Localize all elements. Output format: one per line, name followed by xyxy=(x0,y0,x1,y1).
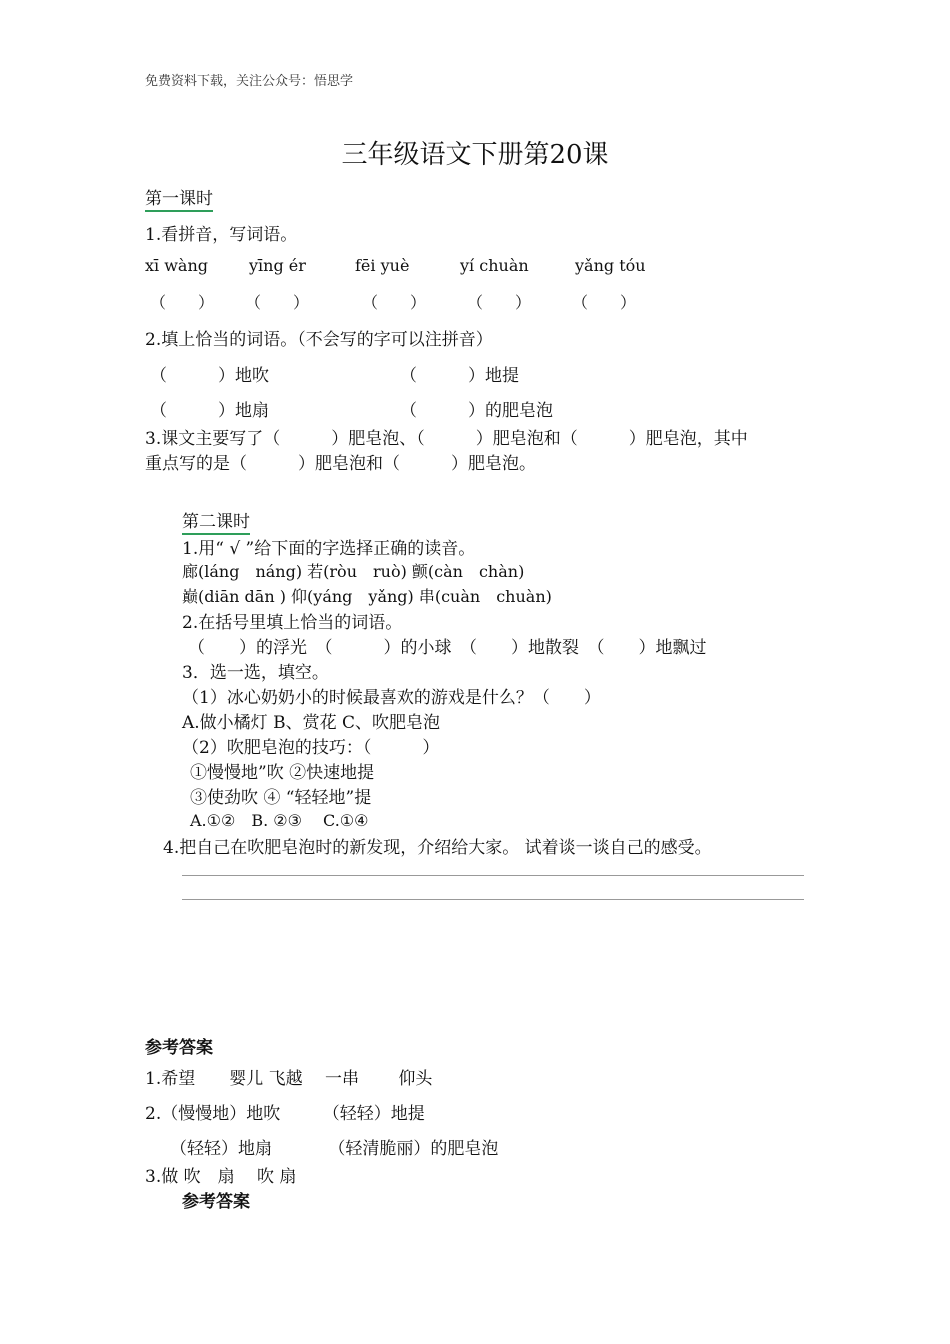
lesson2-q2-prompt: 2.在括号里填上恰当的词语。 xyxy=(182,613,403,633)
answer-blank-3[interactable]: （ ） xyxy=(362,293,427,312)
lesson2-q3-sub1: （1）冰心奶奶小的时候最喜欢的游戏是什么？（ ） xyxy=(182,688,601,708)
fill-item-3: （ ）地扇 xyxy=(150,401,269,421)
answer-2-line1: 2.（慢慢地）地吹 （轻轻）地提 xyxy=(145,1104,425,1124)
lesson2-q2-line: （ ）的浮光 （ ）的小球 （ ）地散裂 （ ）地飘过 xyxy=(188,638,707,658)
lesson2-q1-prompt: 1.用“ √ ”给下面的字选择正确的读音。 xyxy=(182,539,476,559)
writing-line-1[interactable] xyxy=(182,875,804,876)
answer-blank-1[interactable]: （ ） xyxy=(150,293,215,312)
writing-line-2[interactable] xyxy=(182,899,804,900)
fill-item-2: （ ）地提 xyxy=(400,366,519,386)
answer-blank-2[interactable]: （ ） xyxy=(245,293,310,312)
lesson1-q3-line2: 重点写的是（ ）肥皂泡和（ ）肥皂泡。 xyxy=(145,454,536,474)
fill-item-1: （ ）地吹 xyxy=(150,366,269,386)
fill-item-4: （ ）的肥皂泡 xyxy=(400,401,553,421)
lesson1-heading: 第一课时 xyxy=(145,184,213,212)
lesson1-q1-prompt: 1.看拼音，写词语。 xyxy=(145,225,298,245)
lesson2-q3-sub2-options: A.①② B. ②③ C.①④ xyxy=(190,811,369,830)
pinyin-1: xī wàng xyxy=(145,256,209,275)
lesson1-q2-prompt: 2.填上恰当的词语。（不会写的字可以注拼音） xyxy=(145,330,493,350)
pinyin-3: fēi yuè xyxy=(355,256,410,275)
lesson2-heading: 第二课时 xyxy=(182,507,250,535)
lesson2-q3-sub1-options: A.做小橘灯 B、赏花 C、吹肥皂泡 xyxy=(182,713,440,733)
lesson2-q3-sub2-line2: ③使劲吹 ④ “轻轻地”提 xyxy=(190,788,372,808)
answers-heading: 参考答案 xyxy=(145,1038,213,1058)
lesson2-q4-prompt: 4.把自己在吹肥皂泡时的新发现，介绍给大家。 试着谈一谈自己的感受。 xyxy=(163,838,712,858)
lesson2-q1-line1: 廊(láng náng) 若(ròu ruò) 颤(càn chàn) xyxy=(182,562,525,581)
answer-3: 3.做 吹 扇 吹 扇 xyxy=(145,1167,297,1187)
page-title: 三年级语文下册第20课 xyxy=(341,140,609,170)
answer-2-line2: （轻轻）地扇 （轻清脆丽）的肥皂泡 xyxy=(170,1139,499,1159)
answers-heading-2: 参考答案 xyxy=(182,1192,250,1212)
pinyin-2: yīng ér xyxy=(249,256,306,275)
lesson2-q1-line2: 巅(diān dān ) 仰(yáng yǎng) 串(cuàn chuàn) xyxy=(182,587,552,606)
answer-blank-4[interactable]: （ ） xyxy=(467,293,532,312)
answer-blank-5[interactable]: （ ） xyxy=(572,293,637,312)
pinyin-5: yǎng tóu xyxy=(575,256,646,275)
pinyin-4: yí chuàn xyxy=(460,256,529,275)
page-header: 免费资料下载，关注公众号：悟思学 xyxy=(145,74,354,89)
lesson2-q3-sub2: （2）吹肥皂泡的技巧：（ ） xyxy=(182,738,440,758)
lesson2-q3-sub2-line1: ①慢慢地”吹 ②快速地提 xyxy=(190,763,375,783)
answer-1: 1.希望 婴儿 飞越 一串 仰头 xyxy=(145,1069,433,1089)
lesson2-q3-prompt: 3．选一选，填空。 xyxy=(182,663,329,683)
lesson1-q3-line1: 3.课文主要写了（ ）肥皂泡、（ ）肥皂泡和（ ）肥皂泡，其中 xyxy=(145,429,748,449)
